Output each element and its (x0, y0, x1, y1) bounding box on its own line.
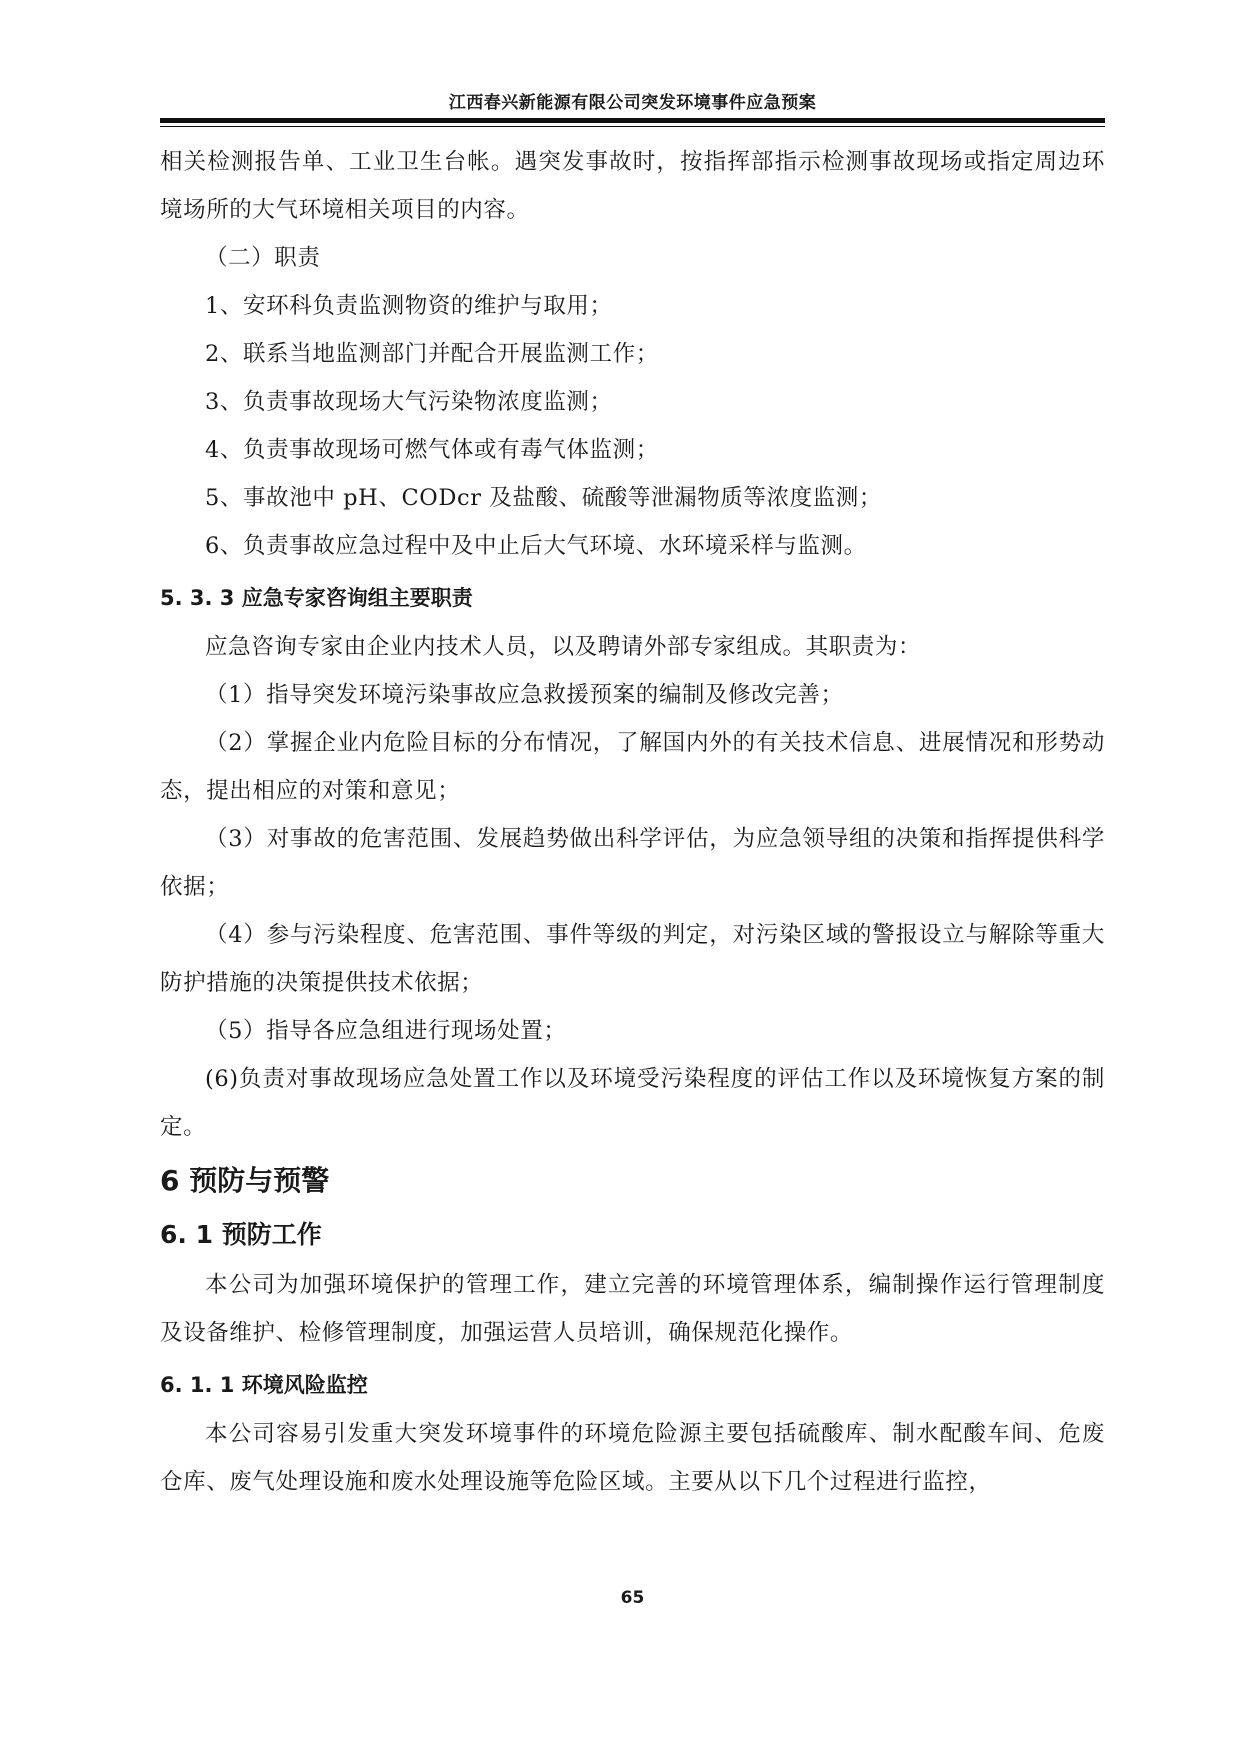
prevention-paragraph: 本公司为加强环境保护的管理工作，建立完善的环境管理体系，编制操作运行管理制度及设备维护、检修管理制度，加强运营人员培训，确保规范化操作。 (160, 1272, 1105, 1346)
header-title: 江西春兴新能源有限公司突发环境事件应急预案 (448, 93, 817, 113)
expert-duty-item: (6)负责对事故现场应急处置工作以及环境受污染程度的评估工作以及环境恢复方案的制定。 (160, 1066, 1105, 1140)
page-number: 65 (620, 1588, 645, 1608)
duty-item: 3、负责事故现场大气污染物浓度监测； (205, 389, 613, 415)
expert-intro: 应急咨询专家由企业内技术人员，以及聘请外部专家组成。其职责为： (205, 634, 922, 660)
expert-duty-item: （5）指导各应急组进行现场处置； (205, 1018, 567, 1044)
expert-duty-item: （3）对事故的危害范围、发展趋势做出科学评估，为应急领导组的决策和指挥提供科学依据； (160, 826, 1105, 900)
section-heading-5-3-3: 5. 3. 3 应急专家咨询组主要职责 (160, 586, 473, 610)
expert-duty-item: （4）参与污染程度、危害范围、事件等级的判定，对污染区域的警报设立与解除等重大防护措施的决策提供技术依据； (160, 922, 1105, 996)
duty-item: 4、负责事故现场可燃气体或有毒气体监测； (205, 437, 659, 463)
duty-item: 5、事故池中 pH、CODcr 及盐酸、硫酸等泄漏物质等浓度监测； (205, 485, 883, 511)
expert-duty-item: （1）指导突发环境污染事故应急救援预案的编制及修改完善； (205, 682, 844, 708)
header-rule-thin (160, 126, 1105, 127)
page-content (160, 138, 1105, 1506)
duty-item: 6、负责事故应急过程中及中止后大气环境、水环境采样与监测。 (205, 533, 867, 559)
duties-heading: （二）职责 (205, 245, 321, 271)
header-rule-thick (160, 118, 1105, 123)
section-heading-6-1-1: 6. 1. 1 环境风险监控 (160, 1373, 368, 1397)
duty-item: 2、联系当地监测部门并配合开展监测工作； (205, 341, 659, 367)
continued-paragraph: 相关检测报告单、工业卫生台帐。遇突发事故时，按指挥部指示检测事故现场或指定周边环境场所的大气环境相关项目的内容。 (160, 149, 1105, 223)
risk-paragraph: 本公司容易引发重大突发环境事件的环境危险源主要包括硫酸库、制水配酸车间、危废仓库、废气处理设施和废水处理设施等危险区域。主要从以下几个过程进行监控， (160, 1421, 1105, 1495)
expert-duty-item: （2）掌握企业内危险目标的分布情况，了解国内外的有关技术信息、进展情况和形势动态，提出相应的对策和意见； (160, 730, 1105, 804)
duty-item: 1、安环科负责监测物资的维护与取用； (205, 293, 613, 319)
chapter-heading-6: 6 预防与预警 (160, 1164, 330, 1197)
section-heading-6-1: 6. 1 预防工作 (160, 1220, 322, 1249)
